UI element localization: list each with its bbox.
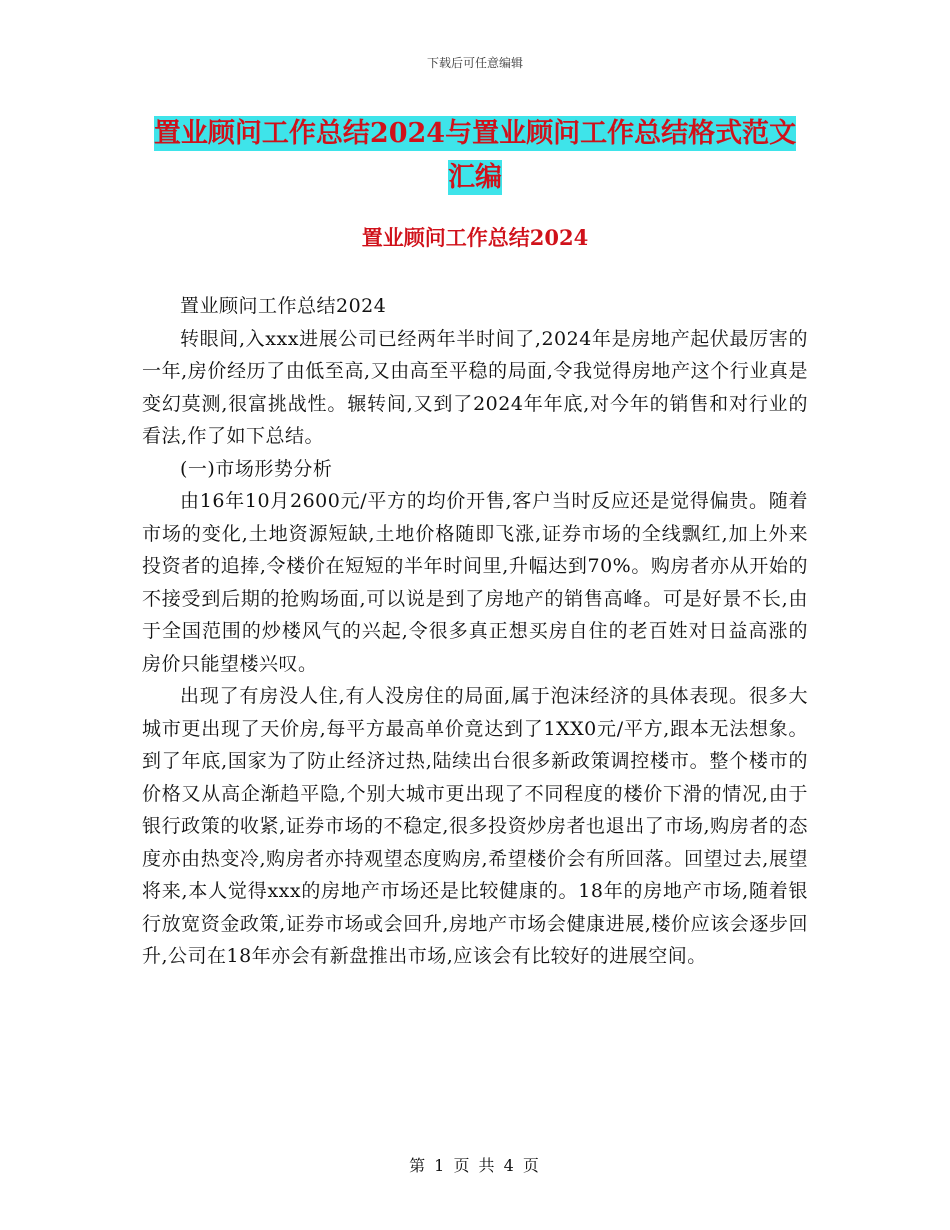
- page-footer: 第 1 页 共 4 页: [409, 1156, 541, 1175]
- header-note: 下载后可任意编辑: [426, 56, 523, 70]
- paragraph: (一)市场形势分析: [180, 457, 333, 480]
- document-title-line1: 置业顾问工作总结2024与置业顾问工作总结格式范文: [153, 118, 797, 149]
- document-body: [142, 290, 808, 973]
- document-title: [0, 112, 950, 200]
- section-title: 置业顾问工作总结2024: [361, 225, 589, 250]
- paragraph: 由16年10月2600元/平方的均价开售,客户当时反应还是觉得偏贵。随着市场的变化,土地资源短缺,土地价格随即飞涨,证券市场的全线飘红,加上外来投资者的追捧,令楼价在短短的半年时间里,升幅达到70%。购房者亦从开始的不接受到后期的抢购场面,可以说是到了房地产的销售高峰。可是好景不长,由于全国范围的炒楼风气的兴起,令很多真正想买房自住的老百姓对日益高涨的房价只能望楼兴叹。: [142, 490, 808, 675]
- document-title-line2: 汇编: [448, 162, 502, 193]
- paragraph: 置业顾问工作总结2024: [180, 295, 387, 317]
- paragraph: 出现了有房没人住,有人没房住的局面,属于泡沫经济的具体表现。很多大城市更出现了天价房,每平方最高单价竟达到了1XX0元/平方,跟本无法想象。到了年底,国家为了防止经济过热,陆续出台很多新政策调控楼市。整个楼市的价格又从高企渐趋平隐,个别大城市更出现了不同程度的楼价下滑的情况,由于银行政策的收紧,证券市场的不稳定,很多投资炒房者也退出了市场,购房者的态度亦由热变冷,购房者亦持观望态度购房,希望楼价会有所回落。回望过去,展望将来,本人觉得xxx的房地产市场还是比较健康的。18年的房地产市场,随着银行放宽资金政策,证券市场或会回升,房地产市场会健康进展,楼价应该会逐步回升,公司在18年亦会有新盘推出市场,应该会有比较好的进展空间。: [142, 685, 808, 967]
- paragraph: 转眼间,入xxx进展公司已经两年半时间了,2024年是房地产起伏最厉害的一年,房价经历了由低至高,又由高至平稳的局面,令我觉得房地产这个行业真是变幻莫测,很富挑战性。辗转间,又到了2024年年底,对今年的销售和对行业的看法,作了如下总结。: [142, 327, 808, 447]
